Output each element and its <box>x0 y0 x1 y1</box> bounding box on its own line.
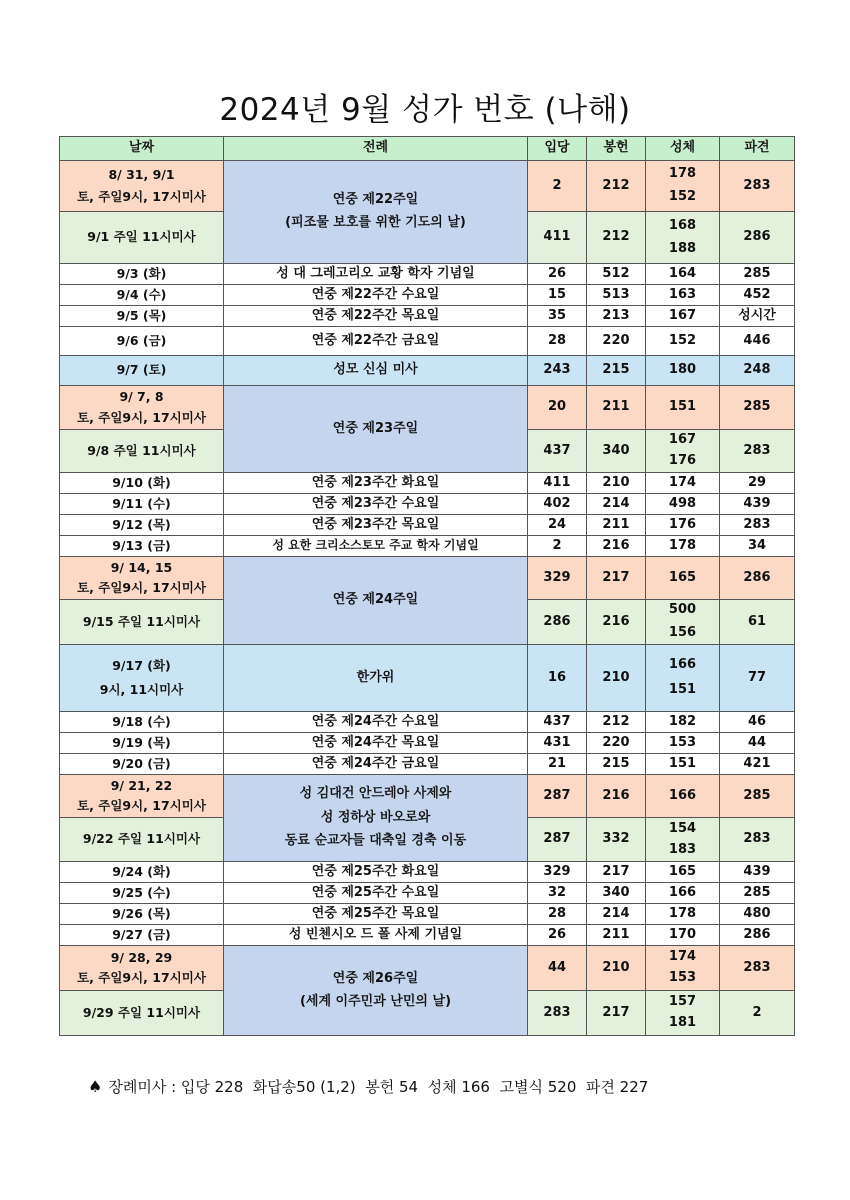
header-liturgy: 전례 <box>224 137 528 161</box>
entrance-cell: 411 <box>528 212 587 264</box>
liturgy-line: (세계 이주민과 난민의 날) <box>299 993 452 1009</box>
dismissal-cell: 77 <box>720 645 795 712</box>
date-cell <box>60 557 224 600</box>
offertory-cell: 340 <box>587 883 646 904</box>
communion-line: 154 <box>668 820 697 836</box>
entrance-cell: 431 <box>528 733 587 754</box>
table-row <box>60 473 795 494</box>
communion-line: 174 <box>668 949 697 965</box>
date-line: 8/ 31, 9/1 <box>108 167 175 183</box>
entrance-cell: 243 <box>528 356 587 386</box>
communion-line: 166 <box>668 657 697 673</box>
communion-cell: 176 <box>646 515 720 536</box>
date-cell: 9/24 (화) <box>60 862 224 883</box>
date-cell: 9/5 (목) <box>60 306 224 327</box>
date-cell: 9/25 (수) <box>60 883 224 904</box>
offertory-cell: 210 <box>587 946 646 991</box>
communion-cell <box>646 991 720 1036</box>
entrance-cell: 44 <box>528 946 587 991</box>
entrance-cell: 28 <box>528 904 587 925</box>
entrance-cell: 437 <box>528 712 587 733</box>
communion-line: 156 <box>668 625 697 640</box>
date-cell: 9/7 (토) <box>60 356 224 386</box>
offertory-cell: 214 <box>587 904 646 925</box>
entrance-cell: 28 <box>528 327 587 356</box>
communion-cell: 498 <box>646 494 720 515</box>
dismissal-cell: 439 <box>720 494 795 515</box>
offertory-cell: 513 <box>587 285 646 306</box>
offertory-cell: 216 <box>587 536 646 557</box>
dismissal-cell: 285 <box>720 264 795 285</box>
communion-line: 168 <box>668 217 697 233</box>
date-cell: 9/29 주일 11시미사 <box>60 991 224 1036</box>
date-cell: 9/12 (목) <box>60 515 224 536</box>
entrance-cell: 287 <box>528 818 587 862</box>
date-cell: 9/27 (금) <box>60 925 224 946</box>
entrance-cell: 24 <box>528 515 587 536</box>
communion-cell: 165 <box>646 557 720 600</box>
table-row <box>60 515 795 536</box>
dismissal-cell: 421 <box>720 754 795 775</box>
dismissal-cell: 286 <box>720 212 795 264</box>
offertory-cell: 217 <box>587 991 646 1036</box>
header-entrance: 입당 <box>528 137 587 161</box>
dismissal-cell: 283 <box>720 515 795 536</box>
date-cell: 9/13 (금) <box>60 536 224 557</box>
date-line: 9/ 28, 29 <box>110 949 173 965</box>
table-row <box>60 264 795 285</box>
offertory-cell: 214 <box>587 494 646 515</box>
dismissal-cell: 283 <box>720 161 795 212</box>
table-row <box>60 754 795 775</box>
dismissal-cell: 44 <box>720 733 795 754</box>
entrance-cell: 402 <box>528 494 587 515</box>
table-row <box>60 557 795 600</box>
offertory-cell: 215 <box>587 356 646 386</box>
communion-cell: 151 <box>646 754 720 775</box>
liturgy-cell: 성 대 그레고리오 교황 학자 기념일 <box>224 264 528 285</box>
communion-cell: 166 <box>646 883 720 904</box>
entrance-cell: 286 <box>528 600 587 645</box>
offertory-cell: 212 <box>587 212 646 264</box>
date-cell <box>60 386 224 430</box>
liturgy-cell: 연중 제24주간 수요일 <box>224 712 528 733</box>
table-row <box>60 775 795 818</box>
dismissal-cell: 61 <box>720 600 795 645</box>
liturgy-cell: 연중 제25주간 목요일 <box>224 904 528 925</box>
communion-line: 176 <box>668 453 697 468</box>
date-cell: 9/10 (화) <box>60 473 224 494</box>
communion-line: 181 <box>668 1015 697 1030</box>
date-cell: 9/26 (목) <box>60 904 224 925</box>
offertory-cell: 216 <box>587 775 646 818</box>
communion-line: 151 <box>668 682 697 697</box>
dismissal-cell: 2 <box>720 991 795 1036</box>
liturgy-cell: 연중 제24주간 목요일 <box>224 733 528 754</box>
liturgy-cell <box>224 775 528 862</box>
dismissal-cell: 480 <box>720 904 795 925</box>
dismissal-cell: 452 <box>720 285 795 306</box>
liturgy-cell: 연중 제23주간 목요일 <box>224 515 528 536</box>
communion-line: 178 <box>668 166 697 182</box>
header-row <box>60 137 795 161</box>
communion-cell: 167 <box>646 306 720 327</box>
entrance-cell: 329 <box>528 862 587 883</box>
offertory-cell: 220 <box>587 733 646 754</box>
communion-cell: 178 <box>646 536 720 557</box>
liturgy-cell: 성 빈첸시오 드 폴 사제 기념일 <box>224 925 528 946</box>
dismissal-cell: 285 <box>720 775 795 818</box>
offertory-cell: 211 <box>587 515 646 536</box>
liturgy-line: 성 정하상 바오로와 <box>320 809 431 825</box>
dismissal-cell: 439 <box>720 862 795 883</box>
offertory-cell: 211 <box>587 925 646 946</box>
date-cell: 9/15 주일 11시미사 <box>60 600 224 645</box>
communion-cell <box>646 212 720 264</box>
date-cell: 9/8 주일 11시미사 <box>60 430 224 473</box>
dismissal-cell: 286 <box>720 925 795 946</box>
date-line: 토, 주일9시, 17시미사 <box>77 580 206 595</box>
entrance-cell: 329 <box>528 557 587 600</box>
dismissal-cell: 34 <box>720 536 795 557</box>
liturgy-cell <box>224 946 528 1036</box>
offertory-cell: 212 <box>587 161 646 212</box>
entrance-cell: 32 <box>528 883 587 904</box>
liturgy-cell: 성 요한 크리소스토모 주교 학자 기념일 <box>224 536 528 557</box>
offertory-cell: 210 <box>587 645 646 712</box>
spade-icon: ♠ <box>88 1077 103 1096</box>
page-title: 2024년 9월 성가 번호 (나해) <box>219 92 631 128</box>
header-date: 날짜 <box>60 137 224 161</box>
offertory-cell: 217 <box>587 557 646 600</box>
liturgy-cell: 연중 제22주간 수요일 <box>224 285 528 306</box>
communion-cell: 153 <box>646 733 720 754</box>
dismissal-cell: 성시간 <box>720 306 795 327</box>
table-row <box>60 645 795 712</box>
table-row <box>60 494 795 515</box>
liturgy-cell <box>224 161 528 264</box>
entrance-cell: 26 <box>528 264 587 285</box>
table-row <box>60 386 795 430</box>
liturgy-cell: 연중 제22주간 목요일 <box>224 306 528 327</box>
dismissal-cell: 248 <box>720 356 795 386</box>
table-row <box>60 285 795 306</box>
liturgy-cell: 연중 제25주간 화요일 <box>224 862 528 883</box>
entrance-cell: 437 <box>528 430 587 473</box>
communion-cell: 152 <box>646 327 720 356</box>
offertory-cell: 210 <box>587 473 646 494</box>
date-cell: 9/4 (수) <box>60 285 224 306</box>
date-cell: 9/11 (수) <box>60 494 224 515</box>
offertory-cell: 332 <box>587 818 646 862</box>
table-row <box>60 946 795 991</box>
date-line: 9/ 7, 8 <box>119 389 164 405</box>
date-line: 9/17 (화) <box>112 657 171 673</box>
date-line: 9/ 14, 15 <box>110 559 173 575</box>
date-cell: 9/1 주일 11시미사 <box>60 212 224 264</box>
table-row <box>60 925 795 946</box>
date-line: 토, 주일9시, 17시미사 <box>77 188 206 204</box>
table-row <box>60 883 795 904</box>
entrance-cell: 287 <box>528 775 587 818</box>
date-cell: 9/6 (금) <box>60 327 224 356</box>
funeral-mass-text: 장례미사 : 입당 228 화답송50 (1,2) 봉헌 54 성체 166 고별식 520 파견 227 <box>108 1078 649 1096</box>
communion-cell: 180 <box>646 356 720 386</box>
date-line: 토, 주일9시, 17시미사 <box>77 970 206 985</box>
offertory-cell: 216 <box>587 600 646 645</box>
date-line: 9/ 21, 22 <box>110 777 173 793</box>
table-row <box>60 862 795 883</box>
date-cell: 9/3 (화) <box>60 264 224 285</box>
offertory-cell: 340 <box>587 430 646 473</box>
entrance-cell: 35 <box>528 306 587 327</box>
communion-cell <box>646 645 720 712</box>
offertory-cell: 512 <box>587 264 646 285</box>
dismissal-cell: 285 <box>720 883 795 904</box>
communion-cell: 174 <box>646 473 720 494</box>
communion-line: 183 <box>668 841 697 857</box>
dismissal-cell: 46 <box>720 712 795 733</box>
date-line: 9시, 11시미사 <box>99 682 184 697</box>
table-row <box>60 161 795 212</box>
communion-cell <box>646 818 720 862</box>
table-row <box>60 733 795 754</box>
date-cell <box>60 946 224 991</box>
dismissal-cell: 286 <box>720 557 795 600</box>
table-row <box>60 712 795 733</box>
table-row <box>60 904 795 925</box>
liturgy-cell: 연중 제24주간 금요일 <box>224 754 528 775</box>
dismissal-cell: 29 <box>720 473 795 494</box>
date-cell: 9/18 (수) <box>60 712 224 733</box>
communion-cell: 170 <box>646 925 720 946</box>
date-line: 토, 주일9시, 17시미사 <box>77 409 206 425</box>
communion-cell: 163 <box>646 285 720 306</box>
communion-cell: 182 <box>646 712 720 733</box>
date-line: 토, 주일9시, 17시미사 <box>77 798 206 813</box>
liturgy-cell: 연중 제25주간 수요일 <box>224 883 528 904</box>
offertory-cell: 215 <box>587 754 646 775</box>
dismissal-cell: 283 <box>720 818 795 862</box>
table-row <box>60 536 795 557</box>
entrance-cell: 16 <box>528 645 587 712</box>
communion-cell <box>646 600 720 645</box>
offertory-cell: 211 <box>587 386 646 430</box>
communion-line: 188 <box>668 240 697 256</box>
offertory-cell: 213 <box>587 306 646 327</box>
date-cell <box>60 775 224 818</box>
entrance-cell: 15 <box>528 285 587 306</box>
liturgy-line: 연중 제22주일 <box>332 192 419 208</box>
funeral-mass-note <box>88 1076 648 1097</box>
communion-cell: 165 <box>646 862 720 883</box>
communion-cell: 166 <box>646 775 720 818</box>
liturgy-cell: 성모 신심 미사 <box>224 356 528 386</box>
entrance-cell: 26 <box>528 925 587 946</box>
communion-cell <box>646 430 720 473</box>
liturgy-cell: 연중 제23주일 <box>224 386 528 473</box>
offertory-cell: 220 <box>587 327 646 356</box>
communion-cell: 178 <box>646 904 720 925</box>
date-cell <box>60 161 224 212</box>
communion-cell: 164 <box>646 264 720 285</box>
table-row <box>60 356 795 386</box>
entrance-cell: 2 <box>528 536 587 557</box>
liturgy-line: 연중 제26주일 <box>332 970 419 986</box>
communion-cell <box>646 946 720 991</box>
dismissal-cell: 283 <box>720 946 795 991</box>
entrance-cell: 283 <box>528 991 587 1036</box>
communion-line: 500 <box>668 602 697 618</box>
dismissal-cell: 285 <box>720 386 795 430</box>
entrance-cell: 21 <box>528 754 587 775</box>
liturgy-cell: 연중 제24주일 <box>224 557 528 645</box>
liturgy-cell: 연중 제23주간 수요일 <box>224 494 528 515</box>
liturgy-cell: 연중 제23주간 화요일 <box>224 473 528 494</box>
header-offertory: 봉헌 <box>587 137 646 161</box>
entrance-cell: 2 <box>528 161 587 212</box>
liturgy-line: (피조물 보호를 위한 기도의 날) <box>285 215 466 230</box>
communion-line: 157 <box>668 994 697 1010</box>
dismissal-cell: 283 <box>720 430 795 473</box>
communion-line: 153 <box>668 970 697 985</box>
liturgy-line: 동료 순교자들 대축일 경축 이동 <box>284 833 467 849</box>
date-cell: 9/20 (금) <box>60 754 224 775</box>
entrance-cell: 411 <box>528 473 587 494</box>
liturgy-cell: 연중 제22주간 금요일 <box>224 327 528 356</box>
table-row <box>60 306 795 327</box>
header-dismissal: 파견 <box>720 137 795 161</box>
date-cell <box>60 645 224 712</box>
date-cell: 9/22 주일 11시미사 <box>60 818 224 862</box>
table-row <box>60 327 795 356</box>
communion-line: 152 <box>668 189 697 204</box>
entrance-cell: 20 <box>528 386 587 430</box>
header-communion: 성체 <box>646 137 720 161</box>
dismissal-cell: 446 <box>720 327 795 356</box>
hymn-schedule-table <box>59 136 795 1036</box>
liturgy-line: 성 김대건 안드레아 사제와 <box>299 785 452 801</box>
date-cell: 9/19 (목) <box>60 733 224 754</box>
offertory-cell: 217 <box>587 862 646 883</box>
communion-cell <box>646 161 720 212</box>
offertory-cell: 212 <box>587 712 646 733</box>
liturgy-cell: 한가위 <box>224 645 528 712</box>
communion-cell: 151 <box>646 386 720 430</box>
communion-line: 167 <box>668 432 697 448</box>
